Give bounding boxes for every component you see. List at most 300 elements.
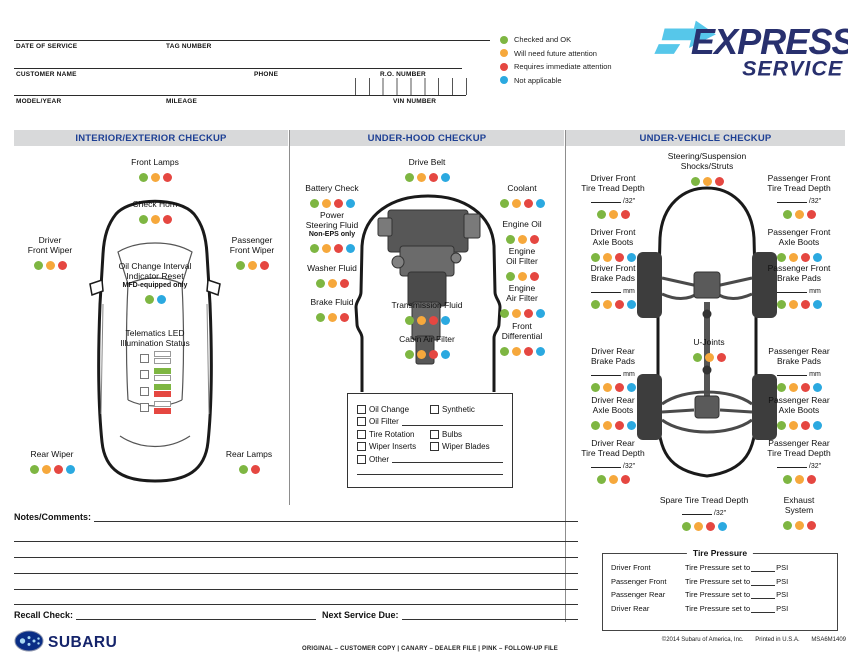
status-dot-red[interactable] bbox=[334, 199, 343, 208]
status-dot-green[interactable] bbox=[591, 253, 600, 262]
checkpoint-label: Rear Wiper bbox=[30, 449, 74, 459]
status-dots bbox=[95, 170, 215, 186]
status-dot-green[interactable] bbox=[597, 475, 606, 484]
status-dots bbox=[563, 418, 663, 434]
field-label-customer-name: CUSTOMER NAME bbox=[16, 71, 77, 78]
service-checkbox[interactable] bbox=[430, 430, 439, 439]
service-checkbox[interactable] bbox=[357, 455, 366, 464]
telematics-checkbox[interactable] bbox=[140, 370, 149, 379]
checkpoint-passenger-rear-axle-boots bbox=[749, 396, 849, 434]
status-dot-orange[interactable] bbox=[795, 521, 804, 530]
status-dot-orange[interactable] bbox=[609, 475, 618, 484]
status-dot-red[interactable] bbox=[340, 279, 349, 288]
checkpoint-label: Tire Tread Depth bbox=[767, 182, 831, 193]
status-dot-red[interactable] bbox=[801, 421, 810, 430]
status-dot-blue[interactable] bbox=[813, 421, 822, 430]
checkpoint-front-differential bbox=[478, 322, 566, 360]
status-dot-green[interactable] bbox=[591, 383, 600, 392]
checkpoint-passenger-rear-brake-pads bbox=[749, 347, 849, 396]
legend-item bbox=[500, 62, 612, 71]
checkpoint-label: Exhaust bbox=[783, 495, 815, 505]
checkpoint-label: Driver Front bbox=[590, 227, 636, 237]
status-dot-orange[interactable] bbox=[328, 313, 337, 322]
service-item-bulbs bbox=[430, 430, 503, 439]
status-dot-orange[interactable] bbox=[248, 261, 257, 270]
status-dot-orange[interactable] bbox=[328, 279, 337, 288]
status-dots bbox=[749, 472, 849, 488]
checkpoint-label: Washer Fluid bbox=[307, 263, 357, 273]
notes-write-line[interactable] bbox=[14, 573, 578, 574]
status-dot-orange[interactable] bbox=[603, 421, 612, 430]
service-checkbox[interactable] bbox=[430, 442, 439, 451]
status-dot-orange[interactable] bbox=[512, 347, 521, 356]
telematics-checkbox[interactable] bbox=[140, 403, 149, 412]
status-dot-green[interactable] bbox=[783, 475, 792, 484]
status-dot-orange[interactable] bbox=[322, 199, 331, 208]
psi-unit-label: PSI bbox=[776, 563, 789, 572]
status-dot-red[interactable] bbox=[807, 210, 816, 219]
status-dot-blue[interactable] bbox=[627, 300, 636, 309]
status-dot-blue[interactable] bbox=[346, 199, 355, 208]
status-dot-green[interactable] bbox=[310, 199, 319, 208]
checkpoint-label: Oil Filter bbox=[506, 255, 538, 266]
psi-write-blank[interactable] bbox=[751, 606, 775, 613]
checkpoint-sublabel: MFD-equipped only bbox=[122, 281, 188, 289]
status-dot-red[interactable] bbox=[530, 235, 539, 244]
status-dot-green[interactable] bbox=[591, 421, 600, 430]
telematics-checkbox[interactable] bbox=[140, 387, 149, 396]
status-dot-green[interactable] bbox=[316, 279, 325, 288]
notes-write-line[interactable] bbox=[94, 513, 578, 522]
status-dot-red[interactable] bbox=[621, 210, 630, 219]
checkpoint-oil-change-interval-reset bbox=[90, 262, 220, 308]
service-checkbox[interactable] bbox=[357, 442, 366, 451]
status-dot-blue[interactable] bbox=[813, 300, 822, 309]
status-dot-red[interactable] bbox=[524, 347, 533, 356]
checkpoint-label: Passenger Front bbox=[767, 173, 831, 183]
status-dot-green[interactable] bbox=[691, 177, 700, 186]
status-dot-green[interactable] bbox=[405, 173, 414, 182]
tire-pressure-row bbox=[611, 590, 829, 599]
next-service-due-label: Next Service Due: bbox=[322, 610, 399, 620]
checkpoint-driver-rear-brake-pads bbox=[563, 347, 663, 396]
service-item-wiper-inserts bbox=[357, 442, 430, 451]
telematics-row-3 bbox=[140, 384, 171, 398]
express-wordmark: EXPRESS bbox=[690, 20, 848, 62]
notes-write-line[interactable] bbox=[14, 541, 578, 542]
checkpoint-label: Driver Rear bbox=[591, 438, 635, 448]
measurement-blank bbox=[749, 285, 849, 295]
checkpoint-label: Check Horn bbox=[132, 199, 178, 209]
status-dot-green[interactable] bbox=[30, 465, 39, 474]
status-dot-green[interactable] bbox=[145, 295, 154, 304]
checkpoint-label: Steering Fluid bbox=[305, 219, 359, 230]
checkpoint-cabin-air-filter bbox=[367, 335, 487, 363]
psi-write-blank[interactable] bbox=[751, 579, 775, 586]
checkpoint-coolant bbox=[478, 184, 566, 212]
status-dot-orange[interactable] bbox=[789, 300, 798, 309]
status-dot-green[interactable] bbox=[239, 465, 248, 474]
tire-pressure-row bbox=[611, 563, 829, 572]
write-in-blank[interactable] bbox=[591, 368, 621, 376]
telematics-led-status bbox=[95, 328, 215, 417]
status-dot-blue[interactable] bbox=[627, 421, 636, 430]
checkpoint-driver-front-wiper bbox=[8, 236, 92, 274]
service-item-label: Tire Rotation bbox=[369, 429, 415, 439]
status-dot-blue[interactable] bbox=[536, 199, 545, 208]
status-dot-red[interactable] bbox=[530, 272, 539, 281]
checkpoint-label: Axle Boots bbox=[592, 404, 634, 415]
status-dot-blue[interactable] bbox=[441, 350, 450, 359]
status-dot-red[interactable] bbox=[801, 253, 810, 262]
status-dots bbox=[367, 347, 487, 363]
field-label-date-of-service: DATE OF SERVICE bbox=[16, 43, 78, 50]
tire-pressure-set-text: Tire Pressure set to bbox=[685, 603, 751, 613]
status-dot-blue[interactable] bbox=[536, 309, 545, 318]
unit-label: /32" bbox=[622, 462, 636, 470]
status-dots bbox=[759, 518, 839, 534]
status-dots bbox=[90, 292, 220, 308]
status-dot-blue[interactable] bbox=[66, 465, 75, 474]
status-dot-orange[interactable] bbox=[603, 383, 612, 392]
status-dot-red[interactable] bbox=[524, 309, 533, 318]
service-item-tire-rotation bbox=[357, 430, 430, 439]
unit-label: /32" bbox=[622, 197, 636, 205]
service-checkbox[interactable] bbox=[357, 430, 366, 439]
status-dot-green[interactable] bbox=[591, 300, 600, 309]
status-dot-green[interactable] bbox=[405, 316, 414, 325]
service-checkbox[interactable] bbox=[430, 405, 439, 414]
status-dot-red[interactable] bbox=[163, 215, 172, 224]
checkpoint-rear-wiper bbox=[6, 450, 98, 478]
tire-pressure-table bbox=[602, 548, 838, 631]
checkpoint-driver-front-brake-pads bbox=[563, 264, 663, 313]
write-in-blank[interactable] bbox=[591, 460, 621, 468]
service-checklist-row bbox=[357, 430, 503, 439]
checkpoint-label: U-Joints bbox=[693, 337, 725, 347]
status-dot-red[interactable] bbox=[334, 244, 343, 253]
write-in-blank[interactable] bbox=[777, 460, 807, 468]
status-dot-red[interactable] bbox=[54, 465, 63, 474]
status-dot-orange[interactable] bbox=[795, 475, 804, 484]
telematics-title: Telematics LED bbox=[125, 328, 185, 338]
status-dot-green[interactable] bbox=[777, 421, 786, 430]
status-dot-blue[interactable] bbox=[157, 295, 166, 304]
checkpoint-label: Front bbox=[512, 321, 532, 331]
service-item-label: Oil Filter bbox=[369, 417, 399, 426]
status-dot-orange[interactable] bbox=[512, 309, 521, 318]
status-dot-green[interactable] bbox=[405, 350, 414, 359]
status-dot-orange[interactable] bbox=[518, 235, 527, 244]
checkpoint-battery-check bbox=[280, 184, 384, 212]
notes-comments-label: Notes/Comments: bbox=[14, 512, 92, 522]
tire-position-label: Driver Front bbox=[611, 563, 651, 572]
status-dot-red[interactable] bbox=[260, 261, 269, 270]
write-in-blank[interactable] bbox=[682, 507, 712, 515]
status-dot-red[interactable] bbox=[340, 313, 349, 322]
next-service-due-field bbox=[322, 610, 578, 620]
status-dots bbox=[749, 418, 849, 434]
status-dot-orange[interactable] bbox=[705, 353, 714, 362]
checkpoint-label: Tire Tread Depth bbox=[581, 182, 645, 193]
status-dot-orange[interactable] bbox=[603, 300, 612, 309]
unit-label: mm bbox=[623, 287, 635, 295]
status-dot-red[interactable] bbox=[715, 177, 724, 186]
write-in-line[interactable] bbox=[357, 467, 503, 475]
status-dot-orange[interactable] bbox=[789, 253, 798, 262]
status-dot-blue[interactable] bbox=[536, 347, 545, 356]
field-line-date-tag[interactable] bbox=[14, 40, 490, 41]
checkpoint-label: Front Wiper bbox=[27, 244, 73, 255]
notes-write-line[interactable] bbox=[14, 589, 578, 590]
status-dots bbox=[563, 207, 663, 223]
next-service-write-line[interactable] bbox=[402, 611, 578, 620]
checkpoint-check-horn bbox=[95, 200, 215, 228]
status-dot-red[interactable] bbox=[429, 350, 438, 359]
tire-pressure-set-text: Tire Pressure set to bbox=[685, 576, 751, 586]
notes-write-line[interactable] bbox=[14, 604, 578, 605]
service-checklist-row bbox=[357, 442, 503, 451]
measurement-blank bbox=[749, 195, 849, 205]
telematics-checkbox[interactable] bbox=[140, 354, 149, 363]
recall-check-field bbox=[14, 610, 316, 620]
service-item-wiper-blades bbox=[430, 442, 503, 451]
status-dot-orange[interactable] bbox=[417, 316, 426, 325]
checkpoint-label: Passenger Front bbox=[767, 227, 831, 237]
tire-position-label: Passenger Front bbox=[611, 576, 667, 586]
checkpoint-label: Tire Tread Depth bbox=[767, 447, 831, 458]
led-bar-green bbox=[154, 368, 171, 374]
status-dot-red[interactable] bbox=[717, 353, 726, 362]
print-info bbox=[662, 637, 846, 643]
status-dots bbox=[749, 207, 849, 223]
led-indicator-icon bbox=[154, 384, 171, 398]
status-dot-orange[interactable] bbox=[603, 253, 612, 262]
field-label-tag-number: TAG NUMBER bbox=[166, 43, 212, 50]
service-checklist-row bbox=[357, 405, 503, 414]
status-dot-orange[interactable] bbox=[42, 465, 51, 474]
status-dot-red[interactable] bbox=[807, 521, 816, 530]
status-dot-orange[interactable] bbox=[151, 215, 160, 224]
status-dot-blue[interactable] bbox=[718, 522, 727, 531]
unit-label: mm bbox=[809, 287, 821, 295]
checkpoint-label: Rear Lamps bbox=[225, 449, 273, 459]
checkpoint-label: Power bbox=[319, 210, 345, 220]
checkpoint-passenger-front-axle-boots bbox=[749, 228, 849, 266]
status-dot-orange[interactable] bbox=[512, 199, 521, 208]
write-in-line[interactable] bbox=[402, 418, 503, 426]
checkpoint-label: Brake Pads bbox=[777, 355, 821, 366]
checkpoint-power-steering-fluid bbox=[280, 211, 384, 257]
service-checkbox[interactable] bbox=[357, 405, 366, 414]
tire-pressure-title: Tire Pressure bbox=[687, 548, 753, 558]
checkpoint-label: Brake Pads bbox=[777, 272, 821, 283]
legend-dot-blue bbox=[500, 76, 508, 84]
field-line-model-mileage-vin[interactable] bbox=[14, 95, 466, 96]
status-dots bbox=[280, 276, 384, 292]
status-dot-orange[interactable] bbox=[322, 244, 331, 253]
status-dot-red[interactable] bbox=[615, 300, 624, 309]
status-dot-red[interactable] bbox=[429, 316, 438, 325]
led-bar-empty bbox=[154, 401, 171, 407]
status-dot-green[interactable] bbox=[500, 347, 509, 356]
status-dot-red[interactable] bbox=[801, 300, 810, 309]
status-dot-green[interactable] bbox=[682, 522, 691, 531]
status-dot-red[interactable] bbox=[801, 383, 810, 392]
recall-write-line[interactable] bbox=[76, 611, 316, 620]
checkpoint-label: Air Filter bbox=[506, 292, 538, 303]
telematics-row-2 bbox=[140, 368, 171, 382]
status-dot-red[interactable] bbox=[163, 173, 172, 182]
status-dot-red[interactable] bbox=[615, 253, 624, 262]
checkpoint-label: Passenger bbox=[231, 235, 273, 245]
status-dot-green[interactable] bbox=[236, 261, 245, 270]
psi-write-blank[interactable] bbox=[751, 592, 775, 599]
section-header-interior-exterior: INTERIOR/EXTERIOR CHECKUP bbox=[14, 130, 288, 146]
status-dot-red[interactable] bbox=[807, 475, 816, 484]
checkpoint-label: Passenger Rear bbox=[768, 346, 830, 356]
service-item-oil-change bbox=[357, 405, 430, 414]
status-dot-green[interactable] bbox=[506, 235, 515, 244]
status-dot-orange[interactable] bbox=[417, 173, 426, 182]
checkpoint-label: Driver Rear bbox=[591, 395, 635, 405]
status-dot-blue[interactable] bbox=[441, 173, 450, 182]
recall-check-label: Recall Check: bbox=[14, 610, 74, 620]
unit-label: /32" bbox=[808, 197, 822, 205]
legend-item bbox=[500, 35, 612, 44]
checkpoint-spare-tire-tread-depth bbox=[634, 496, 774, 535]
checkpoint-driver-rear-axle-boots bbox=[563, 396, 663, 434]
status-dot-green[interactable] bbox=[139, 215, 148, 224]
status-dots bbox=[634, 519, 774, 535]
checkpoint-label: Passenger Rear bbox=[768, 395, 830, 405]
service-checklist-row bbox=[357, 467, 503, 475]
legend-label: Requires immediate attention bbox=[514, 62, 612, 71]
subaru-wordmark: SUBARU bbox=[48, 634, 118, 651]
status-dots bbox=[377, 170, 477, 186]
service-item-label: Synthetic bbox=[442, 404, 475, 414]
checkpoint-label: Engine bbox=[508, 246, 536, 256]
status-dot-red[interactable] bbox=[524, 199, 533, 208]
status-dot-blue[interactable] bbox=[441, 316, 450, 325]
checkpoint-label: Axle Boots bbox=[778, 236, 820, 247]
write-in-blank[interactable] bbox=[777, 285, 807, 293]
legend-label: Checked and OK bbox=[514, 35, 572, 44]
telematics-title: Illumination Status bbox=[120, 338, 190, 348]
status-dot-red[interactable] bbox=[706, 522, 715, 531]
status-dot-green[interactable] bbox=[777, 253, 786, 262]
checkpoint-washer-fluid bbox=[280, 264, 384, 292]
checkpoint-passenger-front-tire-tread-depth bbox=[749, 174, 849, 223]
legend-dot-orange bbox=[500, 49, 508, 57]
checkpoint-label: Front Lamps bbox=[131, 157, 179, 167]
section-header-under-vehicle: UNDER-VEHICLE CHECKUP bbox=[566, 130, 845, 146]
checkpoint-label: Driver Front bbox=[590, 263, 636, 273]
status-dot-orange[interactable] bbox=[789, 421, 798, 430]
status-dot-green[interactable] bbox=[597, 210, 606, 219]
status-dot-green[interactable] bbox=[783, 521, 792, 530]
status-dot-red[interactable] bbox=[615, 383, 624, 392]
status-dot-green[interactable] bbox=[500, 199, 509, 208]
status-dot-blue[interactable] bbox=[813, 383, 822, 392]
write-in-line[interactable] bbox=[392, 455, 503, 463]
section-header-under-hood: UNDER-HOOD CHECKUP bbox=[290, 130, 564, 146]
status-dot-orange[interactable] bbox=[518, 272, 527, 281]
psi-unit-label: PSI bbox=[776, 590, 789, 599]
status-dot-green[interactable] bbox=[777, 300, 786, 309]
status-dot-green[interactable] bbox=[316, 313, 325, 322]
led-bar-red bbox=[154, 391, 171, 397]
status-dot-red[interactable] bbox=[251, 465, 260, 474]
status-dot-orange[interactable] bbox=[703, 177, 712, 186]
status-dot-orange[interactable] bbox=[151, 173, 160, 182]
vin-number-boxes[interactable] bbox=[355, 78, 467, 95]
service-checkbox[interactable] bbox=[357, 417, 366, 426]
checkpoint-label: Coolant bbox=[507, 183, 537, 193]
status-dot-blue[interactable] bbox=[813, 253, 822, 262]
status-dot-green[interactable] bbox=[34, 261, 43, 270]
status-dot-green[interactable] bbox=[500, 309, 509, 318]
write-in-blank[interactable] bbox=[777, 195, 807, 203]
status-dots bbox=[563, 380, 663, 396]
status-legend bbox=[500, 35, 612, 89]
status-dot-orange[interactable] bbox=[46, 261, 55, 270]
psi-write-blank[interactable] bbox=[751, 565, 775, 572]
status-dot-red[interactable] bbox=[615, 421, 624, 430]
status-dot-orange[interactable] bbox=[609, 210, 618, 219]
checkpoint-front-lamps bbox=[95, 158, 215, 186]
status-dot-green[interactable] bbox=[777, 383, 786, 392]
status-dot-orange[interactable] bbox=[417, 350, 426, 359]
status-dot-red[interactable] bbox=[621, 475, 630, 484]
status-dot-green[interactable] bbox=[693, 353, 702, 362]
checkpoint-u-joints bbox=[669, 338, 749, 366]
status-dot-green[interactable] bbox=[310, 244, 319, 253]
status-dots bbox=[8, 258, 92, 274]
status-dot-blue[interactable] bbox=[627, 253, 636, 262]
write-in-blank[interactable] bbox=[591, 195, 621, 203]
status-dot-red[interactable] bbox=[429, 173, 438, 182]
status-dot-green[interactable] bbox=[139, 173, 148, 182]
legend-item bbox=[500, 49, 612, 58]
checkpoint-label: System bbox=[784, 504, 814, 515]
write-in-blank[interactable] bbox=[591, 285, 621, 293]
checkpoint-label: Front Wiper bbox=[229, 244, 275, 255]
notes-comments-field bbox=[14, 512, 578, 522]
write-in-blank[interactable] bbox=[777, 368, 807, 376]
checkpoint-engine-oil bbox=[478, 220, 566, 248]
status-dot-orange[interactable] bbox=[789, 383, 798, 392]
tire-position-label: Driver Rear bbox=[611, 603, 650, 613]
checkpoint-label: Axle Boots bbox=[592, 236, 634, 247]
field-line-customer-phone-ro[interactable] bbox=[14, 68, 462, 69]
status-dot-orange[interactable] bbox=[694, 522, 703, 531]
status-dot-red[interactable] bbox=[58, 261, 67, 270]
checkpoint-label: Brake Pads bbox=[591, 272, 635, 283]
status-dot-green[interactable] bbox=[783, 210, 792, 219]
legend-label: Not applicable bbox=[514, 75, 562, 85]
status-dot-green[interactable] bbox=[506, 272, 515, 281]
service-item-label: Bulbs bbox=[442, 429, 463, 439]
checkpoint-label: Transmission Fluid bbox=[391, 300, 463, 310]
status-dot-blue[interactable] bbox=[627, 383, 636, 392]
status-dot-orange[interactable] bbox=[795, 210, 804, 219]
led-bar-green bbox=[154, 384, 171, 390]
status-dot-blue[interactable] bbox=[346, 244, 355, 253]
status-dots bbox=[203, 462, 295, 478]
checkpoint-label: Indicator Reset bbox=[126, 270, 184, 281]
notes-write-line[interactable] bbox=[14, 557, 578, 558]
